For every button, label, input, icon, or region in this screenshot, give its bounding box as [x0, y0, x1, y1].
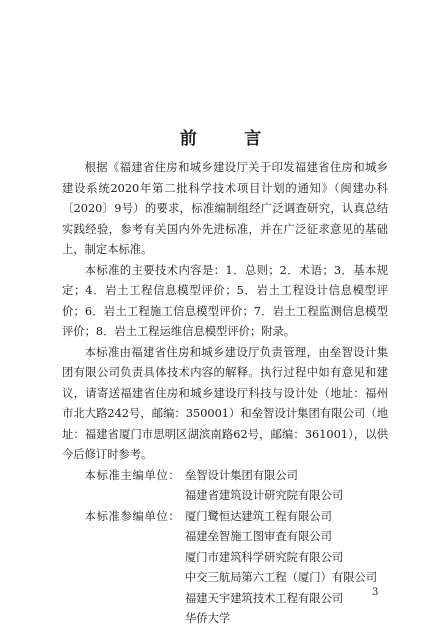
participating-unit-item: 厦门鹭恒达建筑工程有限公司: [185, 509, 332, 523]
participating-unit-item: 华侨大学: [185, 612, 231, 625]
participating-units-list: [185, 507, 388, 630]
drafting-units: [62, 466, 388, 630]
participating-unit-item: 厦门市建筑科学研究院有限公司: [185, 550, 344, 564]
participating-unit-item: 中交三航局第六工程（厦门）有限公司: [185, 571, 378, 584]
chief-units-group: [62, 466, 388, 507]
participating-unit-item: 福建垒智施工图审查有限公司: [185, 530, 332, 543]
page-title: 前 言: [179, 129, 277, 149]
chief-unit-item: 垒智设计集团有限公司: [185, 468, 298, 482]
chief-units-label: 本标准主编单位：: [84, 468, 181, 482]
paragraph-contents: 本标准的主要技术内容是：1．总则；2．术语；3．基本规定；4．岩土工程信息模型评价；5．岩土工程设计信息模型评价；6．岩土工程施工信息模型评价；7．岩土工程监测信息模型评价；8．岩土工程运维信息模型评价；附录。: [62, 263, 388, 338]
chief-unit-item: 福建省建筑设计研究院有限公司: [185, 489, 344, 502]
document-body: [62, 158, 388, 630]
page-number: 3: [372, 587, 379, 598]
participating-units-group: [62, 507, 388, 630]
participating-units-label: 本标准参编单位：: [84, 509, 181, 523]
participating-unit-item: 福建天宇建筑技术工程有限公司: [185, 591, 344, 605]
paragraph-management: 本标准由福建省住房和城乡建设厅负责管理，由垒智设计集团有限公司负责具体技术内容的解释。执行过程中如有意见和建议，请寄送福建省住房和城乡建设厅科技与设计处（地址：福州市北大路242号，邮编：350001）和垒智设计集团有限公司（地址：福建省厦门市思明区湖滨南路62号，邮编：361001），以供今后修订时参考。: [62, 345, 388, 461]
chief-units-list: [185, 466, 388, 507]
paragraph-basis: 根据《福建省住房和城乡建设厅关于印发福建省住房和城乡建设系统2020年第二批科学技术项目计划的通知》（闽建办科〔2020〕9号）的要求，标准编制组经广泛调查研究，认真总结实践经验，参考有关国内外先进标准，并在广泛征求意见的基础上，制定本标准。: [62, 161, 388, 256]
